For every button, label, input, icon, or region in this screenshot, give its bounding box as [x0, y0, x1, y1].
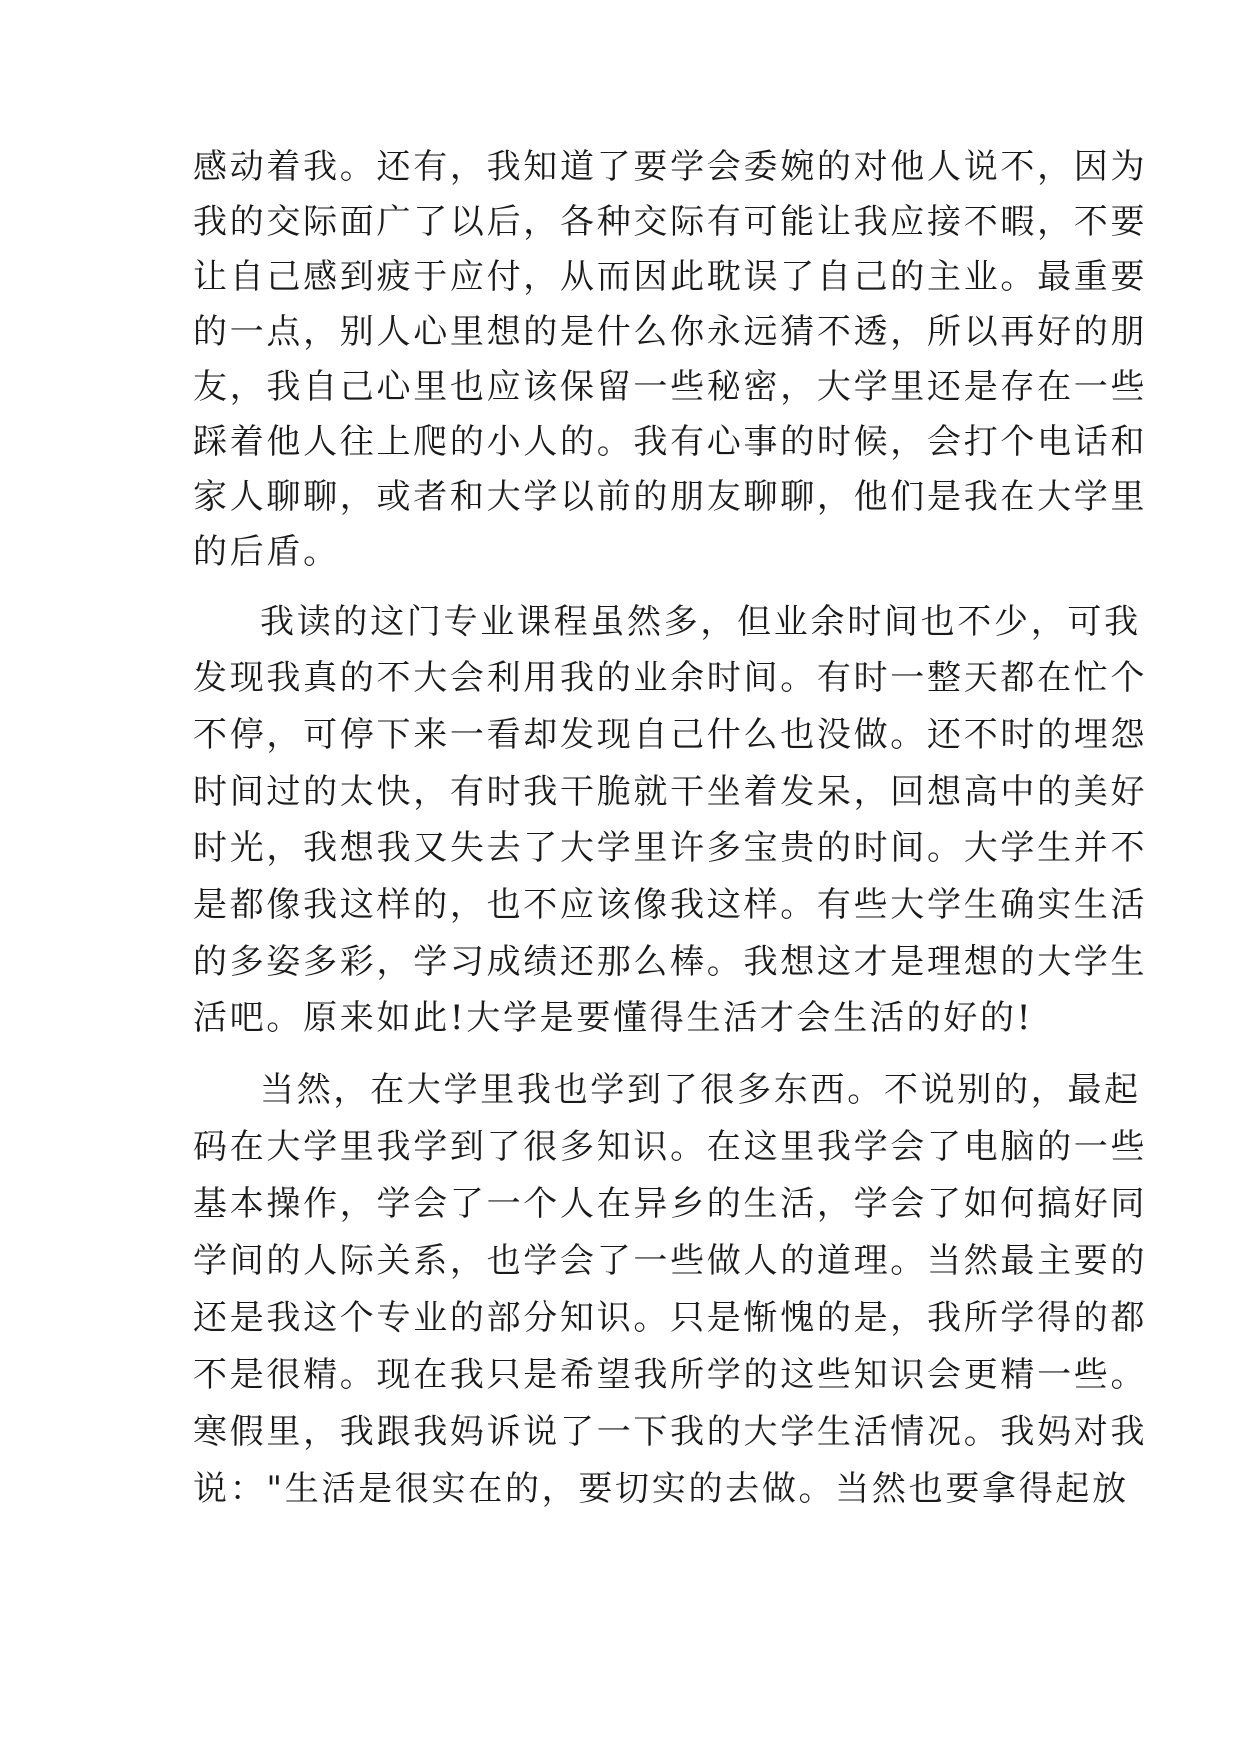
text-line: 还是我这个专业的部分知识。只是惭愧的是，我所学得的都	[193, 1298, 1148, 1338]
text-line: 时光，我想我又失去了大学里许多宝贵的时间。大学生并不	[193, 828, 1148, 868]
paragraph-first-line: 我读的这门专业课程虽然多，但业余时间也不少，可我	[260, 602, 1141, 642]
text-line: 感动着我。还有，我知道了要学会委婉的对他人说不，因为	[193, 147, 1148, 187]
text-line: 的后盾。	[193, 532, 340, 572]
text-line: 不停，可停下来一看却发现自己什么也没做。还不时的埋怨	[193, 715, 1148, 755]
text-line: 的一点，别人心里想的是什么你永远猜不透，所以再好的朋	[193, 312, 1148, 352]
text-line: 的多姿多彩，学习成绩还那么棒。我想这才是理想的大学生	[193, 942, 1148, 982]
text-line: 友，我自己心里也应该保留一些秘密，大学里还是存在一些	[193, 367, 1148, 407]
text-line: 我的交际面广了以后，各种交际有可能让我应接不暇，不要	[193, 202, 1148, 242]
text-line: 是都像我这样的，也不应该像我这样。有些大学生确实生活	[193, 885, 1148, 925]
text-line: 学间的人际关系，也学会了一些做人的道理。当然最主要的	[193, 1241, 1148, 1281]
text-line: 寒假里，我跟我妈诉说了一下我的大学生活情况。我妈对我	[193, 1412, 1148, 1452]
text-line: 时间过的太快，有时我干脆就干坐着发呆，回想高中的美好	[193, 772, 1148, 812]
text-line: 家人聊聊，或者和大学以前的朋友聊聊，他们是我在大学里	[193, 477, 1148, 517]
text-line: 基本操作，学会了一个人在异乡的生活，学会了如何搞好同	[193, 1184, 1148, 1224]
paragraph-first-line: 当然，在大学里我也学到了很多东西。不说别的，最起	[260, 1070, 1141, 1110]
text-line: 发现我真的不大会利用我的业余时间。有时一整天都在忙个	[193, 658, 1148, 698]
text-line: 不是很精。现在我只是希望我所学的这些知识会更精一些。	[193, 1355, 1148, 1395]
text-line: 活吧。原来如此!大学是要懂得生活才会生活的好的!	[193, 998, 1034, 1038]
text-line: 让自己感到疲于应付，从而因此耽误了自己的主业。最重要	[193, 257, 1148, 297]
text-line: 码在大学里我学到了很多知识。在这里我学会了电脑的一些	[193, 1127, 1148, 1167]
text-line: 说："生活是很实在的，要切实的去做。当然也要拿得起放	[193, 1469, 1129, 1509]
text-line: 踩着他人往上爬的小人的。我有心事的时候，会打个电话和	[193, 422, 1148, 462]
